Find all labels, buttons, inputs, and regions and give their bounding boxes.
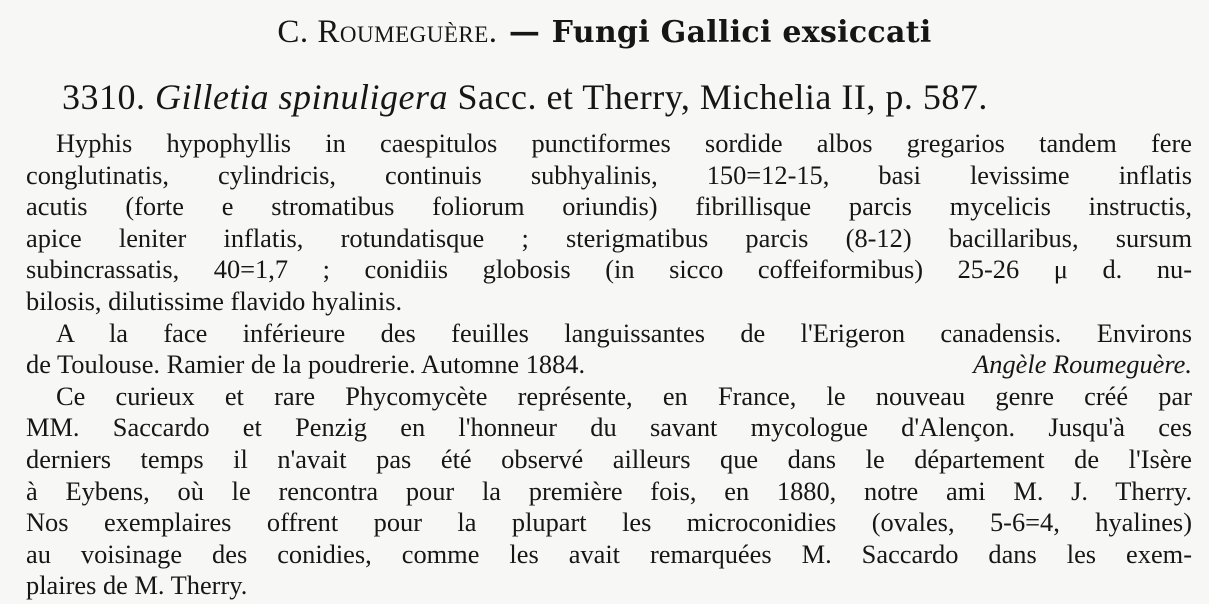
commentary-line: au voisinage des conidies, comme les avait remarquées M. Saccardo dans les exem- xyxy=(26,538,1192,569)
commentary-line: Nos exemplaires offrent pour la plupart les microconidies (ovales, 5-6=4, hyalines) xyxy=(26,507,1192,538)
habitat-location: de Toulouse. Ramier de la poudrerie. Automne 1884. xyxy=(26,349,586,380)
description-line: Hyphis hypophyllis in caespitulos punctiformes sordide albos gregarios tandem fere xyxy=(56,128,1192,158)
description-line: conglutinatis, cylindricis, continuis subhyalinis, 150=12-15, basi levissime inflatis xyxy=(26,159,1192,190)
description-line: acutis (forte e stromatibus foliorum oriundis) fibrillisque parcis mycelicis instructis, xyxy=(26,191,1192,222)
description-line: subincrassatis, 40=1,7 ; conidiis globosis (in sicco coffeiformibus) 25-26 μ d. nu- xyxy=(26,254,1192,285)
description-line: apice leniter inflatis, rotundatisque ; sterigmatibus parcis (8-12) bacillaribus, sursum xyxy=(26,222,1192,253)
commentary-line: Ce curieux et rare Phycomycète représente, en France, le nouveau genre créé par xyxy=(56,380,1192,411)
header-author: C. Roumeguère. xyxy=(277,14,498,50)
header-title: Fungi Gallici exsiccati xyxy=(551,15,932,50)
habitat-line: A la face inférieure des feuilles languissantes de l'Erigeron canadensis. Environs xyxy=(56,317,1192,348)
entry-species: Gilletia spinuligera xyxy=(155,77,448,117)
commentary-line: MM. Saccardo et Penzig en l'honneur du savant mycologue d'Alençon. Jusqu'à ces xyxy=(26,412,1192,443)
habitat-line xyxy=(26,349,1192,381)
entry-citation: Sacc. et Therry, Michelia II, p. 587. xyxy=(457,77,988,117)
entry-heading xyxy=(62,74,1189,120)
commentary-line: à Eybens, où le rencontra pour la première fois, en 1880, notre ami M. J. Therry. xyxy=(26,475,1192,506)
description-line: bilosis, dilutissime flavido hyalinis. xyxy=(26,285,403,316)
page-header xyxy=(0,10,1209,55)
collector-signature: Angèle Roumeguère. xyxy=(973,349,1192,380)
commentary-line: plaires de M. Therry. xyxy=(26,570,248,601)
commentary-line: derniers temps il n'avait pas été observé ailleurs que dans le département de l'Isère xyxy=(26,443,1192,474)
entry-number: 3310. xyxy=(62,77,146,117)
header-separator: — xyxy=(508,14,541,50)
description-paragraph xyxy=(26,128,1192,602)
